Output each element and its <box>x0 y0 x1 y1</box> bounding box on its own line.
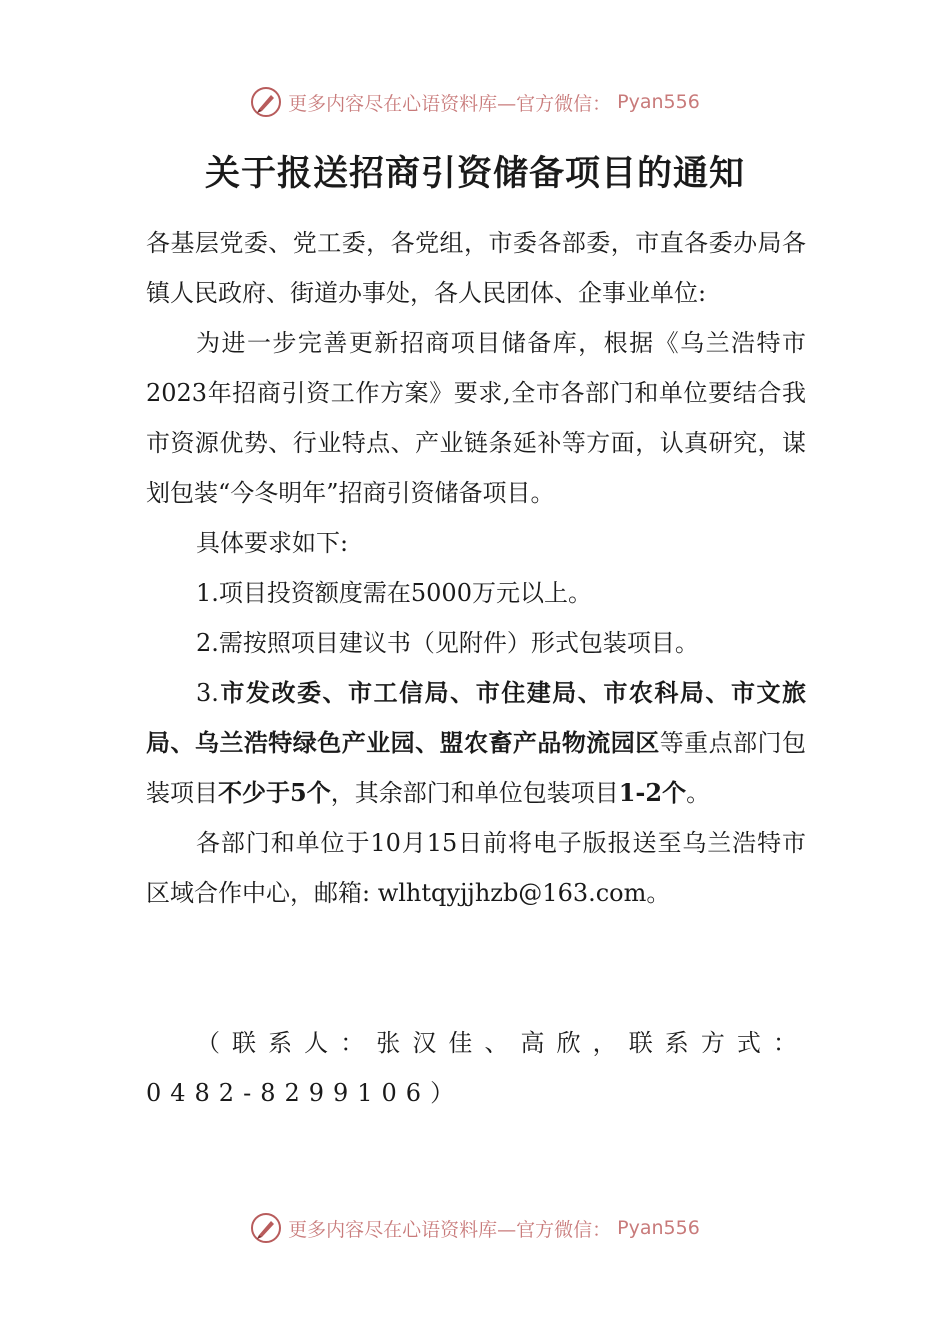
contact-info <box>146 1018 806 1118</box>
watermark-text: 更多内容尽在心语资料库—官方微信： <box>288 92 612 115</box>
requirement-item-2: 2.需按照项目建议书（见附件）形式包装项目。 <box>196 629 699 657</box>
watermark-top <box>0 86 950 118</box>
watermark-text: 更多内容尽在心语资料库—官方微信： <box>288 1218 612 1241</box>
pen-logo-icon <box>250 1212 282 1244</box>
requirements-intro: 具体要求如下: <box>196 529 349 557</box>
item3-text2: ，其余部门和单位包装项目 <box>330 779 619 807</box>
watermark-wechat-id: Pyan556 <box>617 1217 700 1239</box>
paragraph-intro: 为进一步完善更新招商项目储备库，根据《乌兰浩特市2023年招商引资工作方案》要求,全市各部门和单位要结合我市资源优势、行业特点、产业链条延补等方面，认真研究，谋划包装“今冬明年”招商引资储备项目。 <box>146 329 806 507</box>
pen-logo-icon <box>250 86 282 118</box>
item3-end: 。 <box>686 779 711 807</box>
item3-number: 3. <box>196 679 219 707</box>
item3-text1: 等重点部门包装项目 <box>146 729 807 807</box>
item3-min-count: 不少于5个 <box>218 778 331 807</box>
document-title: 关于报送招商引资储备项目的通知 <box>204 153 745 194</box>
watermark-bottom <box>0 1212 950 1244</box>
item3-departments: 市发改委、市工信局、市住建局、市农科局、市文旅局、乌兰浩特绿色产业园、盟农畜产品物流园区 <box>146 678 806 757</box>
contact-text: （联系人：张汉佳、高欣，联系方式：0482-8299106） <box>146 1029 806 1107</box>
watermark-wechat-id: Pyan556 <box>617 91 700 113</box>
document-body <box>146 218 806 918</box>
item3-other-count: 1-2个 <box>618 778 687 807</box>
salutation: 各基层党委、党工委，各党组，市委各部委，市直各委办局各镇人民政府、街道办事处，各人民团体、企事业单位: <box>146 229 806 307</box>
requirement-item-1: 1.项目投资额度需在5000万元以上。 <box>196 579 592 607</box>
paragraph-deadline: 各部门和单位于10月15日前将电子版报送至乌兰浩特市区域合作中心，邮箱: wlhtqyjjhzb@163.com。 <box>146 829 806 907</box>
requirement-item-3 <box>146 668 806 818</box>
